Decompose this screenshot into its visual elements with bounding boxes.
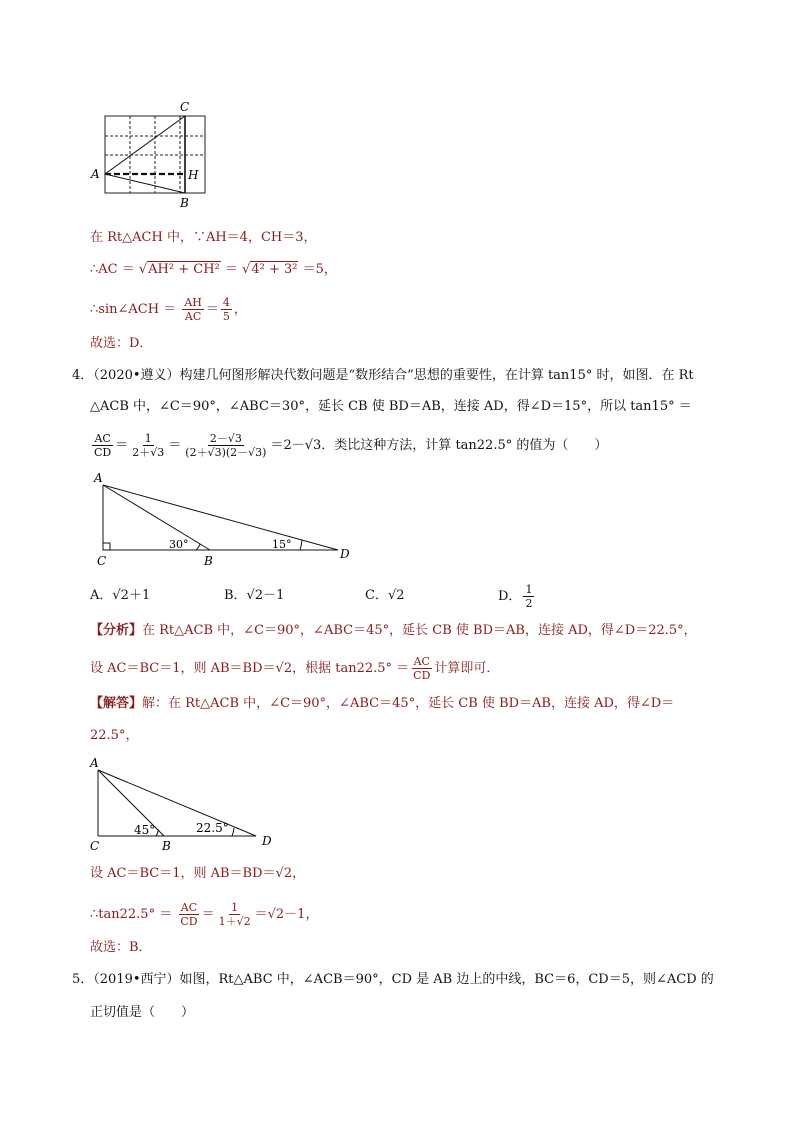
label-D: D xyxy=(340,547,350,561)
label-C: C xyxy=(90,839,100,852)
angle-22-5: 22.5° xyxy=(196,821,229,835)
q4-stem-line1: 4．（2020•遵义）构建几何图形解决代数问题是“数形结合”思想的重要性，在计算 tan15° 时，如图．在 Rt xyxy=(72,368,694,383)
q5-stem-line2: 正切值是（ ） xyxy=(90,1005,195,1020)
q5-stem-line1: 5．（2019•西宁）如图，Rt△ABC 中，∠ACB＝90°，CD 是 AB 边上的中线，BC＝6，CD＝5，则∠ACD 的 xyxy=(72,972,714,987)
q4-option-c[interactable]: C．√2 xyxy=(365,588,405,603)
angle-45: 45° xyxy=(134,823,156,837)
label-C: C xyxy=(180,100,190,114)
sol3-fraction-1: $\frac{AH}{AC}$ xyxy=(184,296,202,323)
q4-answer: 故选：B． xyxy=(90,940,152,955)
label-C: C xyxy=(97,554,107,568)
q4-sol-line2: ∴tan22.5° ＝ $\frac{AC}{CD}$ ＝ $\frac{1}{1+√2}$ ＝√2－1， xyxy=(90,901,319,928)
analysis-tag: 【分析】 xyxy=(90,623,143,638)
label-B: B xyxy=(204,554,213,568)
solution-tag: 【解答】 xyxy=(90,696,143,711)
label-H: H xyxy=(188,168,199,182)
sol3-answer: 故选：D． xyxy=(90,336,153,351)
q4-solution-line2: 22.5°， xyxy=(90,728,139,743)
q4-analysis-line1: 【分析】在 Rt△ACB 中，∠C＝90°，∠ABC＝45°，延长 CB 使 BD＝AB，连接 AD，得∠D＝22.5°， xyxy=(90,623,697,638)
sol3-line2-pre: ∴AC xyxy=(90,262,118,277)
triangle-figure-45-22 xyxy=(86,752,286,852)
sol3-line2-post: ＝5， xyxy=(302,262,337,277)
angle-15: 15° xyxy=(272,538,292,551)
label-A: A xyxy=(91,167,100,181)
angle-30: 30° xyxy=(169,538,189,551)
sol3-line1: 在 Rt△ACH 中，∵AH＝4，CH＝3， xyxy=(90,230,317,245)
q4-stem-line3: $\frac{AC}{CD}$ ＝ $\frac{1}{2+√3}$ ＝ $\frac{2-√3}{(2+√3)(2-√3)}$ ＝2－√3．类比这种方法，计算 tan22.5° 的值为（ ） xyxy=(94,432,608,459)
sol3-line3: ∴sin∠ACH ＝ $\frac{AH}{AC}$ ＝ $\frac{4}{5}$ ， xyxy=(90,296,247,323)
label-A: A xyxy=(94,471,103,485)
q4-stem-line2: △ACB 中，∠C＝90°，∠ABC＝30°，延长 CB 使 BD＝AB，连接 AD，得∠D＝15°，所以 tan15° ＝ xyxy=(90,399,692,414)
sol3-line3-pre: ∴sin∠ACH ＝ xyxy=(90,302,177,317)
sol3-sqrt-expr: AH² + CH² xyxy=(148,262,220,277)
grid-triangle-figure xyxy=(88,96,218,211)
triangle-figure-30-15 xyxy=(88,470,358,570)
label-D: D xyxy=(262,834,272,848)
label-B: B xyxy=(180,196,189,210)
sol3-line2: ∴AC ＝ √AH² + CH² ＝ √4² + 3² ＝5， xyxy=(90,262,337,277)
label-A: A xyxy=(90,756,99,770)
q4-sol-line1: 设 AC＝BC＝1，则 AB＝BD＝√2， xyxy=(90,866,306,881)
label-B: B xyxy=(162,839,171,852)
sol3-fraction-2: $\frac{4}{5}$ xyxy=(222,296,230,323)
sol3-sqrt-mid: 4² + 3² xyxy=(251,262,298,277)
q4-solution-line1: 【解答】解：在 Rt△ACB 中，∠C＝90°，∠ABC＝45°，延长 CB 使 BD＝AB，连接 AD，得∠D＝ xyxy=(90,696,675,711)
q4-option-a[interactable]: A．√2＋1 xyxy=(90,588,151,603)
q4-option-d[interactable]: D． $\frac{1}{2}$ xyxy=(498,583,533,610)
q4-analysis-line2: 设 AC＝BC＝1，则 AB＝BD＝√2，根据 tan22.5° ＝ $\frac{AC}{CD}$ 计算即可． xyxy=(90,655,500,682)
q4-option-b[interactable]: B．√2－1 xyxy=(224,588,285,603)
